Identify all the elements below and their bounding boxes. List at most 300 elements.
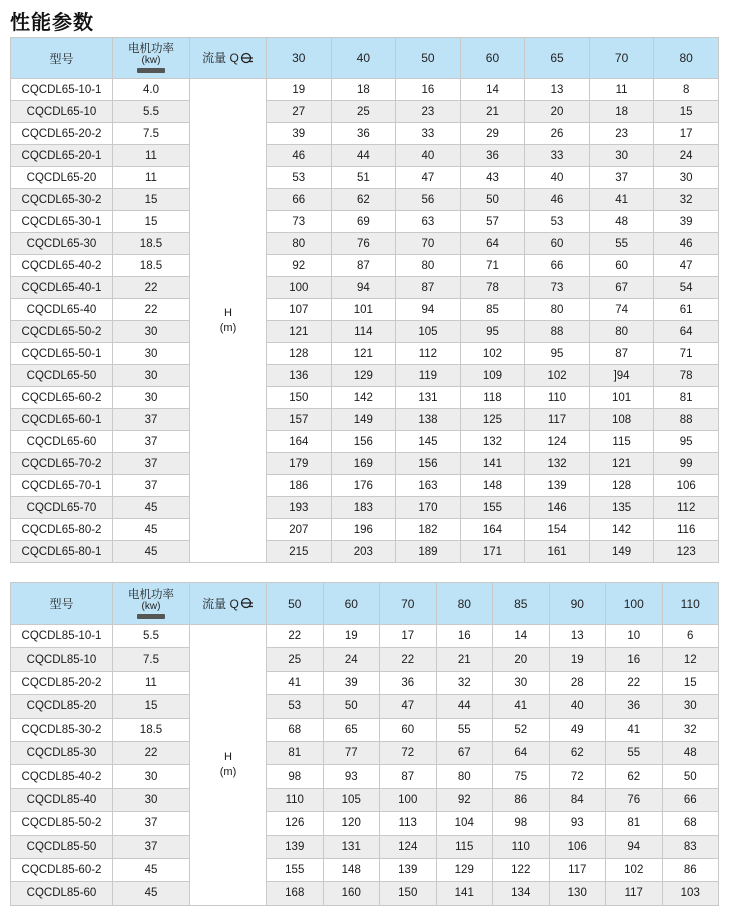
model-cell: CQCDL65-10 [11,101,113,123]
head-value-cell: 15 [654,101,719,123]
head-value-cell: 132 [460,431,525,453]
head-value-cell: 32 [654,189,719,211]
head-value-cell: 95 [654,431,719,453]
head-value-cell: 141 [436,882,493,905]
model-cell: CQCDL65-50-2 [11,321,113,343]
head-value-cell: 139 [380,858,437,881]
head-value-cell: 106 [654,475,719,497]
head-value-cell: 102 [460,343,525,365]
model-cell: CQCDL65-70-1 [11,475,113,497]
table-row [11,387,719,409]
power-cell: 45 [113,497,190,519]
head-value-cell: 148 [323,858,380,881]
head-value-cell: 50 [323,695,380,718]
head-value-cell: 85 [460,299,525,321]
head-value-cell: 30 [654,167,719,189]
head-value-cell: 215 [267,541,332,563]
head-value-cell: 41 [589,189,654,211]
head-value-cell: 176 [331,475,396,497]
table-row [11,211,719,233]
head-value-cell: 17 [380,625,437,648]
head-value-cell: 101 [589,387,654,409]
head-value-cell: 44 [331,145,396,167]
head-value-cell: 113 [380,812,437,835]
head-value-cell: 49 [549,718,606,741]
head-value-cell: 186 [267,475,332,497]
head-value-cell: 115 [589,431,654,453]
head-value-cell: 32 [436,671,493,694]
power-cell: 37 [113,453,190,475]
power-cell: 5.5 [113,101,190,123]
head-value-cell: 66 [662,788,719,811]
head-value-cell: 160 [323,882,380,905]
head-value-cell: 81 [606,812,663,835]
head-value-cell: 50 [460,189,525,211]
head-value-cell: 80 [525,299,590,321]
head-value-cell: 84 [549,788,606,811]
head-value-cell: 109 [460,365,525,387]
head-value-cell: 110 [267,788,324,811]
head-value-cell: 14 [493,625,550,648]
table-row [11,101,719,123]
power-unit: (kw) [141,55,161,66]
head-value-cell: 66 [267,189,332,211]
power-cell: 45 [113,882,190,905]
power-cell: 37 [113,475,190,497]
flow-value-header: 80 [436,583,493,625]
table-row [11,882,719,905]
head-value-cell: 155 [267,858,324,881]
table-row [11,167,719,189]
flow-value-header: 70 [380,583,437,625]
power-cell: 18.5 [113,718,190,741]
head-label: H [224,306,232,319]
head-value-cell: 78 [654,365,719,387]
head-value-cell: 13 [525,79,590,101]
flow-value-header: 70 [589,38,654,79]
power-header [113,38,190,79]
head-value-cell: 44 [436,695,493,718]
head-value-cell: 136 [267,365,332,387]
power-cell: 30 [113,765,190,788]
head-value-cell: 81 [267,741,324,764]
head-value-cell: 71 [654,343,719,365]
head-value-cell: 87 [589,343,654,365]
head-value-cell: 161 [525,541,590,563]
model-cell: CQCDL85-40-2 [11,765,113,788]
table-row [11,625,719,648]
head-value-cell: 80 [267,233,332,255]
head-value-cell: 55 [589,233,654,255]
head-value-cell: 36 [606,695,663,718]
power-cell: 45 [113,858,190,881]
head-value-cell: 115 [436,835,493,858]
head-value-cell: 134 [493,882,550,905]
flow-value-header: 30 [267,38,332,79]
flow-label: 流量 Q [202,596,239,611]
head-value-cell: 66 [525,255,590,277]
head-value-cell: 203 [331,541,396,563]
head-value-cell: 16 [436,625,493,648]
head-value-cell: 95 [460,321,525,343]
head-value-cell: 118 [460,387,525,409]
head-value-cell: 43 [460,167,525,189]
table-row [11,695,719,718]
head-value-cell: 24 [323,648,380,671]
head-value-cell: 33 [396,123,461,145]
table-row [11,788,719,811]
head-value-cell: 106 [549,835,606,858]
head-value-cell: 121 [267,321,332,343]
head-value-cell: 46 [525,189,590,211]
head-value-cell: 163 [396,475,461,497]
power-cell: 15 [113,211,190,233]
head-value-cell: 18 [589,101,654,123]
flow-value-header: 50 [267,583,324,625]
head-value-cell: 92 [436,788,493,811]
flow-meter-icon [240,597,254,612]
head-value-cell: 121 [589,453,654,475]
head-value-cell: 142 [331,387,396,409]
head-value-cell: 68 [267,718,324,741]
model-cell: CQCDL65-80-2 [11,519,113,541]
model-cell: CQCDL85-20-2 [11,671,113,694]
head-value-cell: 22 [267,625,324,648]
flow-value-header: 110 [662,583,719,625]
power-cell: 45 [113,541,190,563]
model-cell: CQCDL65-40-1 [11,277,113,299]
table-row [11,145,719,167]
head-value-cell: 83 [662,835,719,858]
head-value-cell: 75 [493,765,550,788]
model-cell: CQCDL85-20 [11,695,113,718]
head-value-cell: 19 [267,79,332,101]
head-value-cell: 19 [549,648,606,671]
head-value-cell: 20 [493,648,550,671]
model-cell: CQCDL65-70-2 [11,453,113,475]
power-cell: 22 [113,741,190,764]
head-value-cell: 98 [493,812,550,835]
head-value-cell: 98 [267,765,324,788]
head-value-cell: 164 [267,431,332,453]
power-cell: 18.5 [113,233,190,255]
head-value-cell: 100 [380,788,437,811]
power-unit: (kw) [141,600,161,612]
flow-header [190,38,267,79]
head-value-cell: 16 [606,648,663,671]
head-value-cell: ]94 [589,365,654,387]
head-value-cell: 120 [323,812,380,835]
head-value-cell: 41 [493,695,550,718]
head-value-cell: 121 [331,343,396,365]
head-value-cell: 18 [331,79,396,101]
table-row [11,812,719,835]
head-value-cell: 77 [323,741,380,764]
head-value-cell: 94 [396,299,461,321]
model-cell: CQCDL65-30-1 [11,211,113,233]
model-cell: CQCDL85-60 [11,882,113,905]
power-label: 电机功率 [128,588,174,601]
flow-value-header: 60 [460,38,525,79]
head-value-cell: 23 [396,101,461,123]
model-cell: CQCDL65-60-1 [11,409,113,431]
head-value-cell: 104 [436,812,493,835]
power-cell: 22 [113,299,190,321]
head-value-cell: 110 [525,387,590,409]
power-cell: 22 [113,277,190,299]
flow-value-header: 100 [606,583,663,625]
power-cell: 30 [113,365,190,387]
head-value-cell: 149 [589,541,654,563]
model-header: 型号 [11,38,113,79]
head-value-cell: 25 [331,101,396,123]
power-cell: 11 [113,145,190,167]
page-title: 性能参数 [10,10,94,34]
head-value-cell: 21 [436,648,493,671]
head-value-cell: 88 [525,321,590,343]
head-value-cell: 193 [267,497,332,519]
head-value-cell: 67 [436,741,493,764]
table-row [11,299,719,321]
head-value-cell: 22 [380,648,437,671]
head-value-cell: 64 [654,321,719,343]
head-value-cell: 168 [267,882,324,905]
head-value-cell: 139 [525,475,590,497]
head-value-cell: 103 [662,882,719,905]
head-value-cell: 50 [662,765,719,788]
head-value-cell: 117 [525,409,590,431]
head-value-cell: 80 [589,321,654,343]
power-cell: 37 [113,431,190,453]
head-value-cell: 21 [460,101,525,123]
head-value-cell: 57 [460,211,525,233]
head-value-cell: 182 [396,519,461,541]
power-header-text [113,43,189,73]
head-value-cell: 150 [380,882,437,905]
head-value-cell: 142 [589,519,654,541]
head-value-cell: 47 [654,255,719,277]
head-value-cell: 164 [460,519,525,541]
power-cell: 37 [113,812,190,835]
table-row [11,343,719,365]
head-value-cell: 102 [525,365,590,387]
model-cell: CQCDL65-50 [11,365,113,387]
head-value-cell: 48 [589,211,654,233]
head-value-cell: 129 [331,365,396,387]
head-value-cell: 22 [606,671,663,694]
model-cell: CQCDL65-40 [11,299,113,321]
head-value-cell: 23 [589,123,654,145]
table-row [11,277,719,299]
head-value-cell: 141 [460,453,525,475]
head-value-cell: 139 [267,835,324,858]
table-header-row [11,38,719,79]
model-cell: CQCDL65-50-1 [11,343,113,365]
head-value-cell: 73 [525,277,590,299]
model-cell: CQCDL85-10 [11,648,113,671]
head-value-cell: 41 [267,671,324,694]
model-cell: CQCDL65-30 [11,233,113,255]
head-value-cell: 80 [396,255,461,277]
head-value-cell: 86 [662,858,719,881]
model-cell: CQCDL65-10-1 [11,79,113,101]
model-cell: CQCDL65-80-1 [11,541,113,563]
head-value-cell: 30 [493,671,550,694]
table-row [11,541,719,563]
head-value-cell: 80 [436,765,493,788]
head-value-cell: 189 [396,541,461,563]
power-cell: 15 [113,189,190,211]
model-cell: CQCDL65-60-2 [11,387,113,409]
head-value-cell: 122 [493,858,550,881]
table-row [11,189,719,211]
head-value-cell: 102 [606,858,663,881]
power-cell: 15 [113,695,190,718]
head-unit: (m) [219,321,237,334]
head-value-cell: 39 [267,123,332,145]
head-value-cell: 41 [606,718,663,741]
head-value-cell: 15 [662,671,719,694]
flow-header [190,583,267,625]
table-row [11,233,719,255]
head-value-cell: 53 [267,167,332,189]
flow-label: 流量 Q [202,51,239,66]
table-row [11,835,719,858]
head-value-cell: 27 [267,101,332,123]
head-label-cell [190,79,267,563]
head-value-cell: 157 [267,409,332,431]
head-value-cell: 87 [396,277,461,299]
head-value-cell: 69 [331,211,396,233]
head-value-cell: 56 [396,189,461,211]
head-value-cell: 107 [267,299,332,321]
head-value-cell: 40 [396,145,461,167]
flow-value-header: 50 [396,38,461,79]
head-value-cell: 70 [396,233,461,255]
power-cell: 18.5 [113,255,190,277]
head-value-cell: 65 [323,718,380,741]
head-value-cell: 114 [331,321,396,343]
table-row [11,497,719,519]
power-header-text [113,589,189,619]
head-value-cell: 156 [331,431,396,453]
power-cell: 45 [113,519,190,541]
head-value-cell: 36 [380,671,437,694]
head-value-cell: 88 [654,409,719,431]
performance-table-cqcdl85 [10,582,719,906]
head-value-cell: 145 [396,431,461,453]
model-cell: CQCDL85-60-2 [11,858,113,881]
head-value-cell: 128 [267,343,332,365]
head-value-cell: 62 [331,189,396,211]
head-value-cell: 99 [654,453,719,475]
head-value-cell: 108 [589,409,654,431]
head-value-cell: 110 [493,835,550,858]
power-cell: 37 [113,835,190,858]
flow-value-header: 90 [549,583,606,625]
head-value-cell: 130 [549,882,606,905]
model-cell: CQCDL85-10-1 [11,625,113,648]
power-header [113,583,190,625]
head-value-cell: 60 [589,255,654,277]
head-value-cell: 149 [331,409,396,431]
head-value-cell: 6 [662,625,719,648]
power-cell: 30 [113,321,190,343]
head-value-cell: 71 [460,255,525,277]
head-value-cell: 30 [589,145,654,167]
head-value-cell: 14 [460,79,525,101]
table-row [11,79,719,101]
head-value-cell: 105 [323,788,380,811]
flow-value-header: 40 [331,38,396,79]
power-cell: 11 [113,167,190,189]
table-row [11,431,719,453]
head-value-cell: 105 [396,321,461,343]
head-value-cell: 94 [606,835,663,858]
head-value-cell: 36 [460,145,525,167]
table-row [11,475,719,497]
model-cell: CQCDL65-70 [11,497,113,519]
head-value-cell: 32 [662,718,719,741]
performance-table-cqcdl65 [10,37,719,563]
head-value-cell: 25 [267,648,324,671]
head-value-cell: 92 [267,255,332,277]
head-value-cell: 17 [654,123,719,145]
head-value-cell: 48 [662,741,719,764]
table-row [11,519,719,541]
head-value-cell: 54 [654,277,719,299]
head-value-cell: 93 [323,765,380,788]
head-value-cell: 76 [331,233,396,255]
head-value-cell: 30 [662,695,719,718]
head-value-cell: 154 [525,519,590,541]
table-row [11,123,719,145]
model-cell: CQCDL65-20-1 [11,145,113,167]
model-header: 型号 [11,583,113,625]
flow-value-header: 60 [323,583,380,625]
power-label: 电机功率 [128,43,174,55]
head-value-cell: 94 [331,277,396,299]
flow-meter-icon [240,52,254,67]
power-cell: 7.5 [113,648,190,671]
head-value-cell: 169 [331,453,396,475]
head-value-cell: 61 [654,299,719,321]
head-value-cell: 131 [323,835,380,858]
head-value-cell: 55 [436,718,493,741]
table-row [11,671,719,694]
head-value-cell: 47 [380,695,437,718]
model-cell: CQCDL65-40-2 [11,255,113,277]
model-cell: CQCDL85-30-2 [11,718,113,741]
head-value-cell: 129 [436,858,493,881]
head-value-cell: 150 [267,387,332,409]
head-value-cell: 33 [525,145,590,167]
motor-icon [137,68,165,73]
model-cell: CQCDL65-30-2 [11,189,113,211]
head-value-cell: 39 [323,671,380,694]
head-value-cell: 60 [380,718,437,741]
power-cell: 11 [113,671,190,694]
head-value-cell: 39 [654,211,719,233]
head-value-cell: 67 [589,277,654,299]
table-row [11,741,719,764]
power-cell: 37 [113,409,190,431]
head-value-cell: 81 [654,387,719,409]
head-value-cell: 46 [267,145,332,167]
head-value-cell: 16 [396,79,461,101]
flow-value-header: 80 [654,38,719,79]
head-value-cell: 86 [493,788,550,811]
